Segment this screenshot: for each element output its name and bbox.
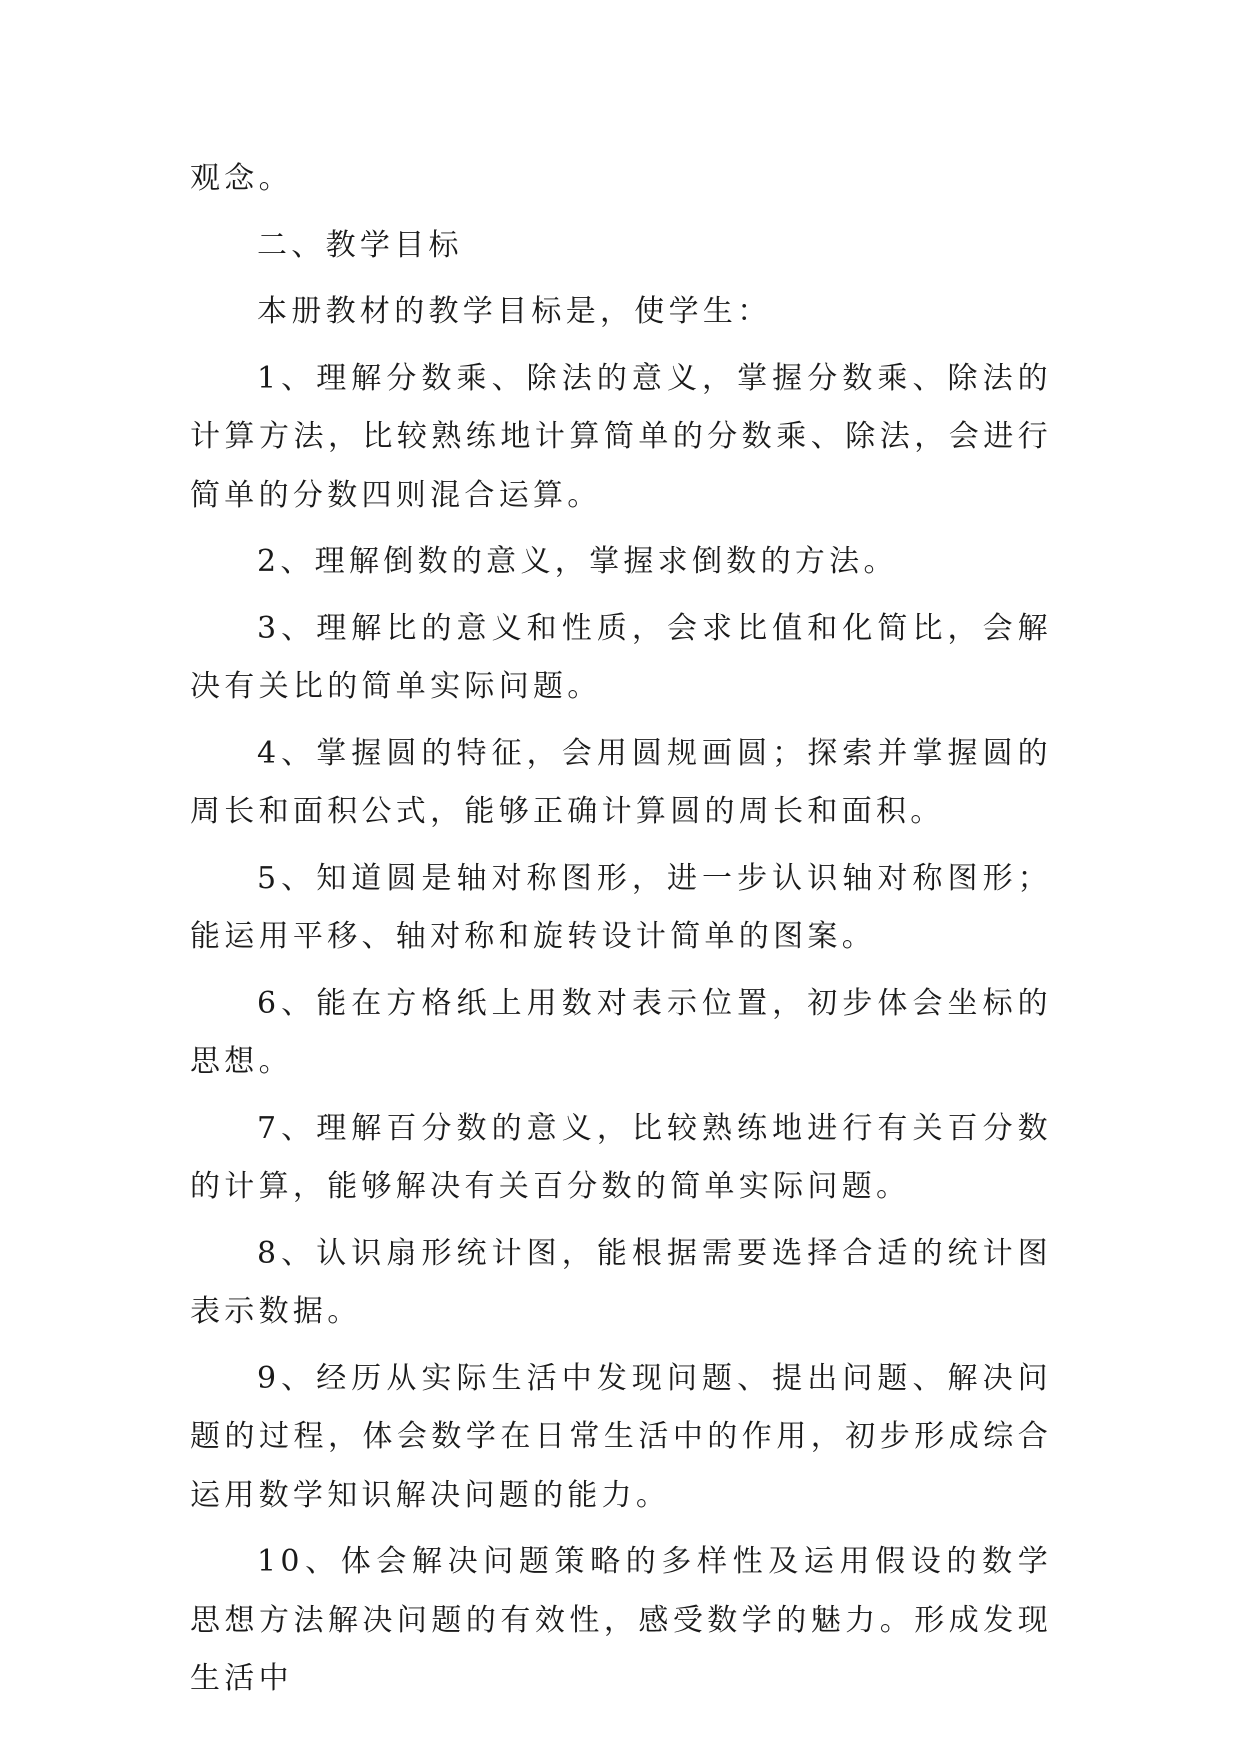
objective-item-8: 8、认识扇形统计图，能根据需要选择合适的统计图表示数据。	[190, 1235, 1052, 1329]
objective-item-5: 5、知道圆是轴对称图形，进一步认识轴对称图形；能运用平移、轴对称和旋转设计简单的图案。	[190, 860, 1052, 954]
document-page	[190, 150, 1052, 1717]
objective-item-10: 10、体会解决问题策略的多样性及运用假设的数学思想方法解决问题的有效性，感受数学的魅力。形成发现生活中	[190, 1544, 1052, 1696]
section-heading: 二、教学目标	[257, 227, 463, 263]
objective-item-7: 7、理解百分数的意义，比较熟练地进行有关百分数的计算，能够解决有关百分数的简单实际问题。	[190, 1110, 1052, 1204]
objective-item-6: 6、能在方格纸上用数对表示位置，初步体会坐标的思想。	[190, 985, 1052, 1079]
objective-item-3: 3、理解比的意义和性质，会求比值和化简比，会解决有关比的简单实际问题。	[190, 610, 1052, 704]
objective-item-2: 2、理解倒数的意义，掌握求倒数的方法。	[257, 544, 898, 579]
paragraph-continuation: 观念。	[190, 161, 293, 196]
objective-item-9: 9、经历从实际生活中发现问题、提出问题、解决问题的过程，体会数学在日常生活中的作用，初步形成综合运用数学知识解决问题的能力。	[190, 1360, 1052, 1513]
paragraph-intro: 本册教材的教学目标是，使学生：	[257, 294, 772, 329]
objective-item-4: 4、掌握圆的特征，会用圆规画圆；探索并掌握圆的周长和面积公式，能够正确计算圆的周长和面积。	[190, 735, 1052, 829]
objective-item-1: 1、理解分数乘、除法的意义，掌握分数乘、除法的计算方法，比较熟练地计算简单的分数乘、除法，会进行简单的分数四则混合运算。	[190, 360, 1052, 513]
